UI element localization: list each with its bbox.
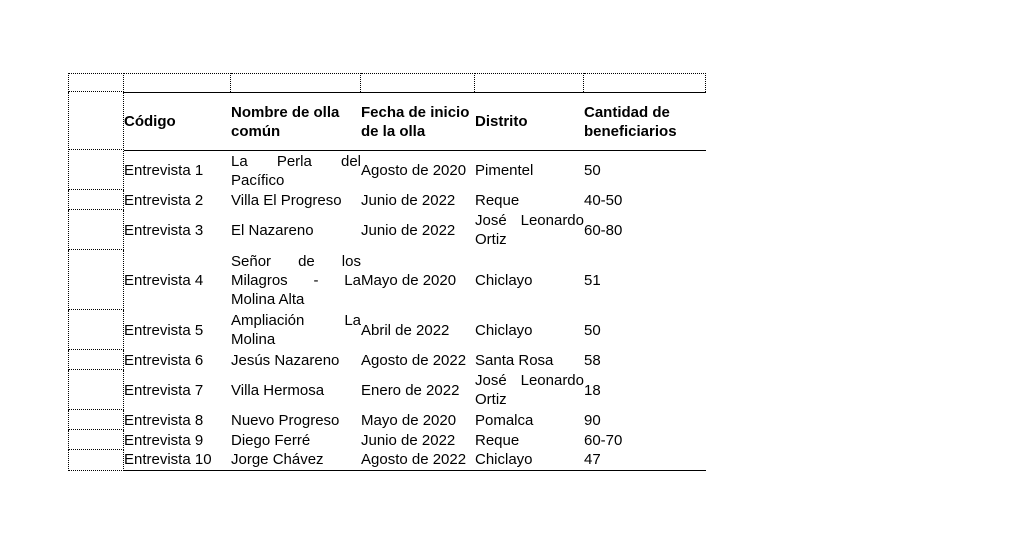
cell-text: José Leonardo Ortiz — [475, 372, 584, 408]
cell-text: 50 — [584, 321, 601, 339]
header-cells — [124, 92, 706, 151]
row-cells — [124, 430, 706, 450]
cell-fecha — [361, 151, 475, 190]
cell-text: Pomalca — [475, 411, 534, 429]
row-margin-cell — [68, 450, 124, 471]
header-distrito: Distrito — [475, 113, 528, 130]
cell-text: Mayo de 2020 — [361, 411, 457, 429]
row-margin-cell — [68, 190, 124, 210]
cell-distrito — [475, 450, 584, 470]
cell-text: Entrevista 10 — [124, 451, 212, 469]
cell-text: Junio de 2022 — [361, 191, 456, 209]
cell-fecha — [361, 430, 475, 450]
cell-distrito — [475, 250, 584, 310]
row-cells — [124, 370, 706, 410]
cell-text: Reque — [475, 431, 520, 449]
cell-text: Agosto de 2022 — [361, 351, 467, 369]
cell-distrito — [475, 310, 584, 350]
cell-nombre — [231, 370, 361, 410]
cell-text: 18 — [584, 381, 601, 399]
cell-fecha — [361, 250, 475, 310]
cell-text: Entrevista 5 — [124, 321, 204, 339]
cell-cantidad — [584, 310, 706, 350]
cell-codigo — [124, 250, 231, 310]
cell-text: Entrevista 8 — [124, 411, 204, 429]
table-row — [68, 370, 706, 410]
cell-codigo — [124, 410, 231, 430]
cell-fecha — [361, 190, 475, 210]
cell-fecha — [361, 210, 475, 250]
cell-text: Entrevista 3 — [124, 221, 204, 239]
row-margin-cell — [68, 151, 124, 190]
table-row — [68, 151, 706, 190]
row-margin-cell — [68, 92, 124, 150]
cell-nombre — [231, 410, 361, 430]
cell-text: Enero de 2022 — [361, 381, 460, 399]
row-cells — [124, 190, 706, 210]
cell-text: Chiclayo — [475, 321, 533, 339]
cell-nombre — [231, 430, 361, 450]
table-row — [68, 250, 706, 310]
table-row — [68, 210, 706, 250]
cell-text: Villa Hermosa — [231, 381, 325, 399]
cell-text: Entrevista 9 — [124, 431, 204, 449]
table-body — [68, 151, 706, 471]
cell-cantidad — [584, 190, 706, 210]
cell-nombre — [231, 250, 361, 310]
cell-cantidad — [584, 410, 706, 430]
cell-fecha — [361, 350, 475, 370]
spacer-cell — [475, 73, 584, 92]
cell-nombre — [231, 450, 361, 470]
cell-nombre — [231, 190, 361, 210]
row-cells — [124, 350, 706, 370]
cell-cantidad — [584, 430, 706, 450]
row-cells — [124, 410, 706, 430]
cell-text: Agosto de 2022 — [361, 451, 467, 469]
cell-text: Entrevista 6 — [124, 351, 204, 369]
cell-text: Entrevista 7 — [124, 381, 204, 399]
table-row — [68, 450, 706, 471]
cell-text: Entrevista 1 — [124, 162, 204, 179]
cell-distrito — [475, 210, 584, 250]
spacer-cell — [231, 73, 361, 92]
row-margin-cell — [68, 410, 124, 430]
row-cells — [124, 310, 706, 350]
cell-fecha — [361, 450, 475, 470]
cell-text: Entrevista 2 — [124, 191, 204, 209]
cell-cantidad — [584, 151, 706, 190]
cell-cantidad — [584, 250, 706, 310]
spacer-cell — [68, 73, 124, 92]
row-cells — [124, 210, 706, 250]
spacer-cell — [584, 73, 706, 92]
cell-text: 47 — [584, 451, 601, 469]
header-fecha: Fecha de inicio de la olla — [361, 103, 470, 140]
cell-text: 51 — [584, 271, 601, 289]
cell-text: Reque — [475, 191, 520, 209]
row-margin-cell — [68, 210, 124, 250]
row-margin-cell — [68, 350, 124, 370]
cell-text: 50 — [584, 162, 601, 179]
cell-text: Mayo de 2020 — [361, 271, 457, 289]
cell-codigo — [124, 190, 231, 210]
cell-distrito — [475, 370, 584, 410]
cell-fecha — [361, 410, 475, 430]
cell-distrito — [475, 151, 584, 190]
header-cantidad: Cantidad de beneficiarios — [584, 103, 677, 140]
spacer-cell — [361, 73, 475, 92]
cell-text: Señor de los Milagros - La Molina Alta — [231, 252, 361, 308]
cell-distrito — [475, 430, 584, 450]
cell-text: José Leonardo Ortiz — [475, 212, 584, 248]
cell-cantidad — [584, 210, 706, 250]
cell-codigo — [124, 450, 231, 470]
cell-fecha — [361, 370, 475, 410]
table-row — [68, 310, 706, 350]
cell-text: 40-50 — [584, 191, 623, 209]
cell-text: Diego Ferré — [231, 431, 311, 449]
cell-text: 60-80 — [584, 221, 623, 239]
cell-codigo — [124, 370, 231, 410]
row-cells — [124, 450, 706, 471]
cell-codigo — [124, 310, 231, 350]
cell-distrito — [475, 350, 584, 370]
cell-cantidad — [584, 370, 706, 410]
cell-text: Jorge Chávez — [231, 451, 324, 469]
cell-text: Chiclayo — [475, 271, 533, 289]
header-codigo: Código — [124, 113, 176, 130]
cell-nombre — [231, 310, 361, 350]
row-margin-cell — [68, 310, 124, 350]
cell-text: 90 — [584, 411, 601, 429]
cell-text: Chiclayo — [475, 451, 533, 469]
cell-text: Ampliación La Molina — [231, 312, 361, 348]
cell-text: 58 — [584, 351, 601, 369]
cell-text: Agosto de 2020 — [361, 162, 467, 179]
table-row — [68, 350, 706, 370]
cell-text: El Nazareno — [231, 221, 314, 239]
cell-nombre — [231, 210, 361, 250]
row-cells — [124, 151, 706, 190]
row-cells — [124, 250, 706, 310]
table-row — [68, 190, 706, 210]
cell-text: Entrevista 4 — [124, 271, 204, 289]
cell-codigo — [124, 430, 231, 450]
cell-distrito — [475, 410, 584, 430]
row-margin-cell — [68, 370, 124, 410]
cell-text: Junio de 2022 — [361, 221, 456, 239]
row-margin-cell — [68, 430, 124, 450]
cell-fecha — [361, 310, 475, 350]
header-row — [68, 92, 706, 151]
header-nombre: Nombre de olla común — [231, 103, 340, 140]
cell-text: Villa El Progreso — [231, 191, 342, 209]
cell-cantidad — [584, 350, 706, 370]
cell-text: Jesús Nazareno — [231, 351, 340, 369]
cell-text: 60-70 — [584, 431, 623, 449]
cell-text: Santa Rosa — [475, 351, 554, 369]
spacer-cell — [124, 73, 231, 92]
cell-cantidad — [584, 450, 706, 470]
cell-text: Abril de 2022 — [361, 321, 450, 339]
table-spacer-row — [68, 73, 706, 92]
cell-nombre — [231, 350, 361, 370]
cell-codigo — [124, 151, 231, 190]
cell-codigo — [124, 350, 231, 370]
cell-text: Pimentel — [475, 162, 534, 179]
cell-text: Junio de 2022 — [361, 431, 456, 449]
cell-nombre — [231, 151, 361, 190]
table-row — [68, 410, 706, 430]
beneficiaries-table — [68, 73, 706, 471]
cell-codigo — [124, 210, 231, 250]
cell-distrito — [475, 190, 584, 210]
cell-text: La Perla del Pacífico — [231, 152, 361, 189]
cell-text: Nuevo Progreso — [231, 411, 340, 429]
table-row — [68, 430, 706, 450]
row-margin-cell — [68, 250, 124, 310]
